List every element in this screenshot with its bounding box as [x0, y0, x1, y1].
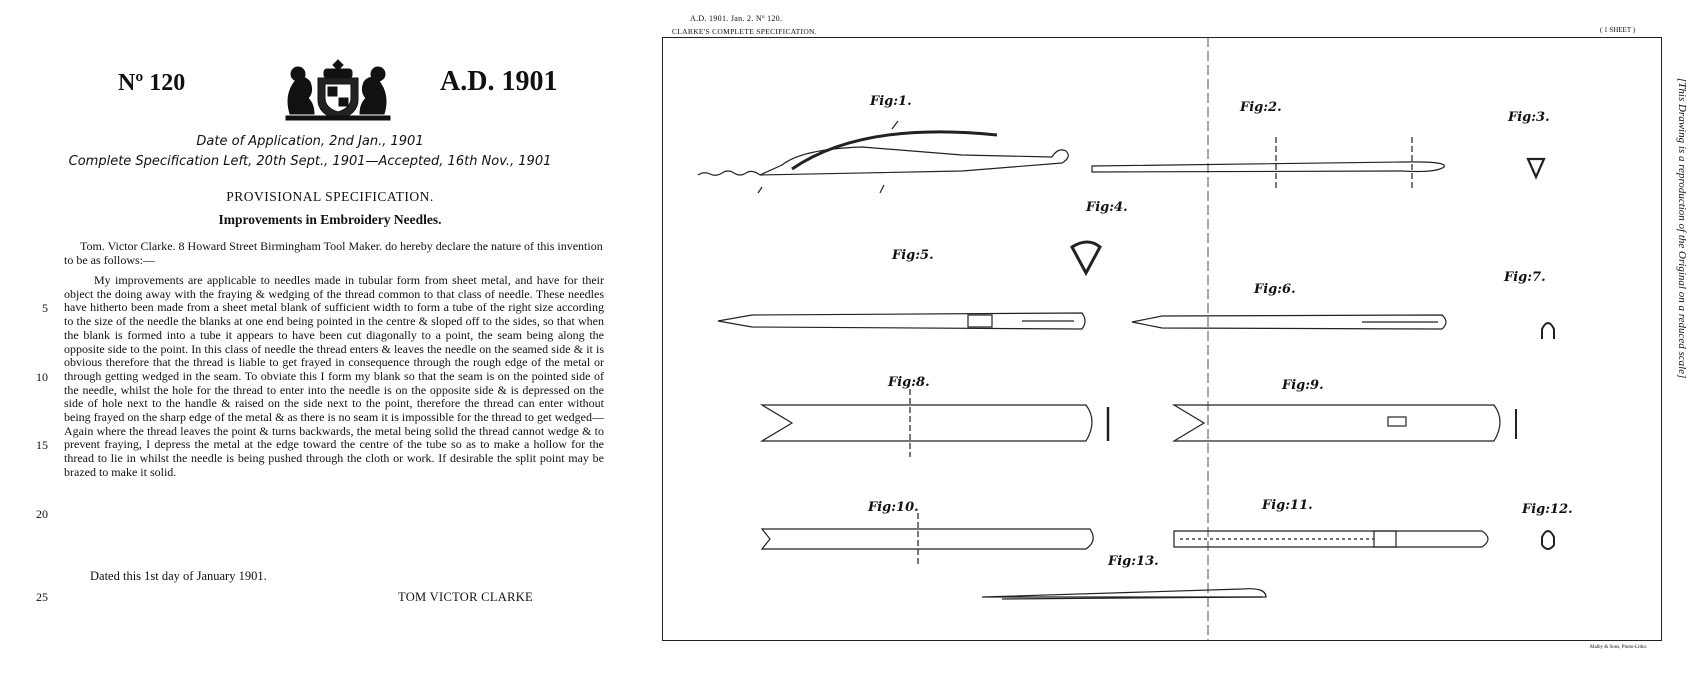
- sheet-count-label: ( 1 SHEET ): [1600, 26, 1636, 34]
- patent-year: A.D. 1901: [440, 66, 558, 97]
- invention-title: Improvements in Embroidery Needles.: [218, 212, 442, 227]
- figure-label: Fig:5.: [892, 248, 934, 263]
- figure-label: Fig:2.: [1240, 100, 1282, 115]
- figure-1-drawing: [698, 121, 1068, 193]
- figure-label: Fig:12.: [1522, 502, 1573, 517]
- dated-line: Dated this 1st day of January 1901.: [90, 569, 267, 583]
- figure-label: Fig:11.: [1262, 498, 1313, 513]
- reproduction-note: [This Drawing is a reproduction of the Original on a reduced scale]: [1676, 78, 1688, 379]
- intro-paragraph: Tom. Victor Clarke. 8 Howard Street Birmingham Tool Maker. do hereby declare the nature of this invention to be as follows:—: [64, 239, 603, 267]
- sheet-header-date: A.D. 1901. Jan. 2. Nº 120.: [690, 14, 783, 23]
- figure-6-drawing: [1132, 315, 1446, 329]
- line-number: 10: [36, 370, 48, 384]
- figure-4-drawing: [1072, 242, 1100, 273]
- figure-5-drawing: [718, 313, 1085, 329]
- figure-label: Fig:3.: [1508, 110, 1550, 125]
- figure-label: Fig:13.: [1108, 554, 1159, 569]
- figure-13-drawing: [982, 589, 1266, 599]
- printer-credit: Malby & Sons, Photo-Litho.: [1590, 645, 1648, 650]
- line-number: 20: [36, 507, 48, 521]
- patent-drawings: [662, 37, 1662, 641]
- figure-label: Fig:9.: [1282, 378, 1324, 393]
- figure-label: Fig:4.: [1086, 200, 1128, 215]
- figure-7-drawing: [1542, 323, 1554, 339]
- sheet-header-title: CLARKE'S COMPLETE SPECIFICATION.: [672, 27, 817, 36]
- royal-coat-of-arms-icon: [272, 54, 404, 126]
- figure-11-drawing: [1174, 531, 1488, 547]
- figure-2-drawing: [1092, 137, 1444, 189]
- figure-label: Fig:7.: [1504, 270, 1546, 285]
- figure-label: Fig:1.: [870, 94, 912, 109]
- figure-12-drawing: [1542, 531, 1554, 549]
- line-number: 15: [36, 438, 48, 452]
- line-number: 25: [36, 590, 48, 604]
- figure-10-drawing: [762, 513, 1093, 565]
- body-paragraph: My improvements are applicable to needles made in tubular form from sheet metal, and have for their object the doing away with the fraying & wedging of the thread common to that class of needle. These needles have hitherto been made from a sheet metal blank of sufficient width to form a tube of the right size according to the size of the needle the blanks at one end being pointed in the centre & sloped off to the sides, so that when the blank is formed into a tube it appears to have been cut diagonally to a point, the seam being along the opposite side to the point. In this class of needle the thread enters & leaves the needle on the seamed side & it is obvious therefore that the thread is liable to get frayed in consequence through the rough edge of the metal or through getting wedged in the seam. To obviate this I form my blank so that the seam is on the pointed side of the needle, whilst the hole for the thread to enter into the needle is on the opposite side & is depressed on the side of hole next to the handle & raised on the side next to the point, therefore the thread can enter without being frayed on the sharp edge of the metal & as there is no seam it is impossible for the thread to get wedged—Again where the thread leaves the point & turns backwards, the metal being solid the thread cannot wedge & to prevent fraying, I depress the metal at the edge toward the centre of the tube so as to make a hollow for the thread to lie in whilst the needle is being pushed through the cloth or work. If desirable the split point may be brazed to make it solid.: [64, 273, 604, 479]
- figure-8-drawing: [762, 389, 1108, 457]
- figure-9-drawing: [1174, 405, 1516, 441]
- provisional-heading: PROVISIONAL SPECIFICATION.: [226, 189, 434, 204]
- application-date: Date of Application, 2nd Jan., 1901: [196, 134, 424, 149]
- line-number: 5: [42, 301, 48, 315]
- patent-number: Nº 120: [118, 70, 186, 96]
- figure-3-drawing: [1528, 159, 1544, 177]
- figure-label: Fig:8.: [888, 375, 930, 390]
- figure-label: Fig:6.: [1254, 282, 1296, 297]
- complete-specification-date: Complete Specification Left, 20th Sept., 1901—Accepted, 16th Nov., 1901: [68, 154, 552, 169]
- figure-label: Fig:10.: [868, 500, 919, 515]
- signature: TOM VICTOR CLARKE: [398, 590, 533, 604]
